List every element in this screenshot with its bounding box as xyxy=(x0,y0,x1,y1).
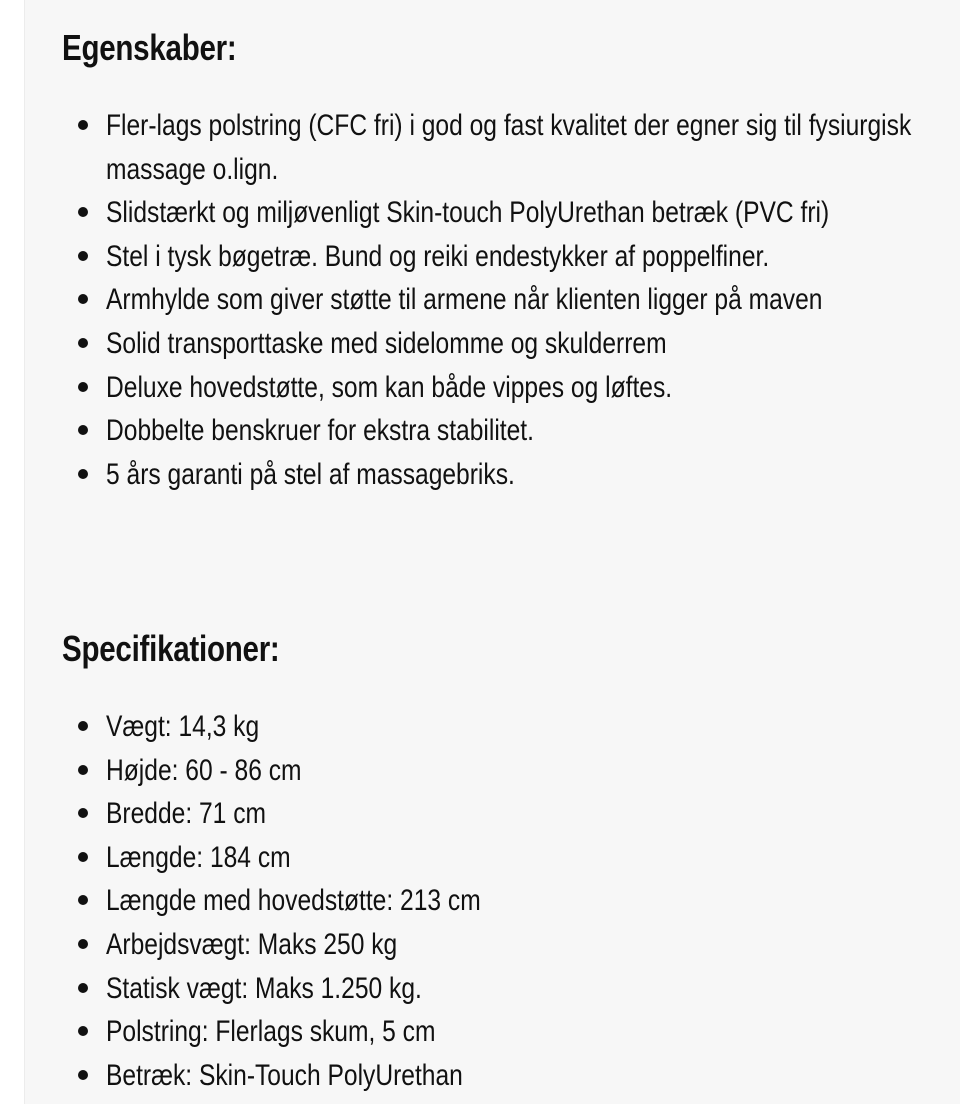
bullet-icon xyxy=(78,251,88,261)
list-item: Længde med hovedstøtte: 213 cm xyxy=(62,879,563,923)
list-item: Deluxe hovedstøtte, som kan både vippes og løftes. xyxy=(62,366,960,410)
bullet-icon xyxy=(78,721,88,731)
bullet-icon xyxy=(78,120,88,130)
list-item: Dobbelte benskruer for ekstra stabilitet. xyxy=(62,409,960,453)
list-item: Statisk vægt: Maks 1.250 kg. xyxy=(62,967,563,1011)
bullet-icon xyxy=(78,469,88,479)
bullet-icon xyxy=(78,382,88,392)
list-item: Fler-lags polstring (CFC fri) i god og fast kvalitet der egner sig til fysiurgisk massage o.lign. xyxy=(62,104,960,191)
features-list xyxy=(62,104,960,496)
list-item: Solid transporttaske med sidelomme og skulderrem xyxy=(62,322,960,366)
bullet-icon xyxy=(78,338,88,348)
bullet-icon xyxy=(78,1026,88,1036)
list-item: Højde: 60 - 86 cm xyxy=(62,749,563,793)
features-heading: Egenskaber: xyxy=(62,27,237,68)
bullet-icon xyxy=(78,895,88,905)
list-item: Betræk: Skin-Touch PolyUrethan xyxy=(62,1054,563,1098)
list-item: Længde: 184 cm xyxy=(62,836,563,880)
list-item: Arbejdsvægt: Maks 250 kg xyxy=(62,923,563,967)
bullet-icon xyxy=(78,1070,88,1080)
specs-heading: Specifikationer: xyxy=(62,628,280,669)
bullet-icon xyxy=(78,808,88,818)
list-item: Stel i tysk bøgetræ. Bund og reiki endestykker af poppelfiner. xyxy=(62,235,960,279)
bullet-icon xyxy=(78,207,88,217)
bullet-icon xyxy=(78,983,88,993)
bullet-icon xyxy=(78,425,88,435)
list-item: Vægt: 14,3 kg xyxy=(62,705,563,749)
bullet-icon xyxy=(78,852,88,862)
list-item: Bredde: 71 cm xyxy=(62,792,563,836)
bullet-icon xyxy=(78,765,88,775)
specs-list xyxy=(62,705,563,1097)
list-item: Armhylde som giver støtte til armene når klienten ligger på maven xyxy=(62,278,960,322)
list-item: 5 års garanti på stel af massagebriks. xyxy=(62,453,960,497)
list-item: Slidstærkt og miljøvenligt Skin-touch PolyUrethan betræk (PVC fri) xyxy=(62,191,960,235)
list-item: Polstring: Flerlags skum, 5 cm xyxy=(62,1010,563,1054)
bullet-icon xyxy=(78,294,88,304)
bullet-icon xyxy=(78,939,88,949)
